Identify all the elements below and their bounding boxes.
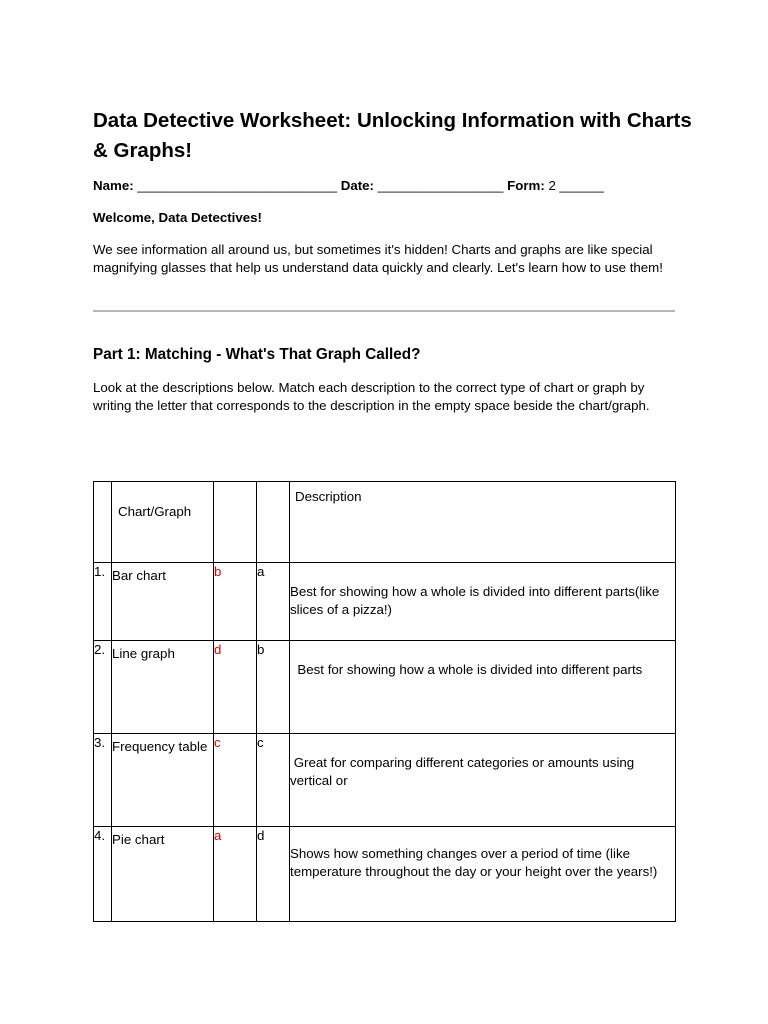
header-description: Description <box>290 482 676 563</box>
table-row <box>94 641 676 734</box>
header-number-cell <box>94 482 112 563</box>
answer-input[interactable]: a <box>214 827 257 922</box>
student-info-line <box>93 177 604 195</box>
date-label: Date: <box>340 178 374 193</box>
chart-name: Line graph <box>112 641 214 734</box>
worksheet-title: Data Detective Worksheet: Unlocking Information with Charts & Graphs! <box>93 109 692 162</box>
description-letter: a <box>257 563 290 641</box>
matching-table <box>93 481 676 922</box>
description-text: Best for showing how a whole is divided into different parts(like slices of a pizza!) <box>290 563 676 641</box>
row-number: 4. <box>94 827 112 922</box>
table-row <box>94 563 676 641</box>
table-header-row <box>94 482 676 563</box>
chart-name: Frequency table <box>112 734 214 827</box>
row-number: 2. <box>94 641 112 734</box>
description-letter: b <box>257 641 290 734</box>
description-text: Best for showing how a whole is divided into different parts <box>290 641 676 734</box>
part1-heading: Part 1: Matching - What's That Graph Called? <box>93 346 421 363</box>
header-letter-cell <box>257 482 290 563</box>
description-text: Great for comparing different categories or amounts using vertical or <box>290 734 676 827</box>
table-row <box>94 734 676 827</box>
answer-input[interactable]: b <box>214 563 257 641</box>
answer-input[interactable]: c <box>214 734 257 827</box>
row-number: 3. <box>94 734 112 827</box>
description-letter: c <box>257 734 290 827</box>
header-answer-cell <box>214 482 257 563</box>
name-blank: ___________________________ <box>133 178 341 193</box>
row-number: 1. <box>94 563 112 641</box>
section-divider <box>93 310 675 312</box>
table-row <box>94 827 676 922</box>
answer-input[interactable]: d <box>214 641 257 734</box>
chart-name: Pie chart <box>112 827 214 922</box>
form-label: Form: <box>507 178 545 193</box>
description-text: Shows how something changes over a period of time (like temperature throughout the day or your height over the years!) <box>290 827 676 922</box>
description-letter: d <box>257 827 290 922</box>
intro-paragraph: We see information all around us, but sometimes it's hidden! Charts and graphs are like special magnifying glasses that help us understand data quickly and clearly. Let's learn how to use them! <box>93 242 663 275</box>
name-label: Name: <box>93 178 134 193</box>
header-chart-graph: Chart/Graph <box>112 482 214 563</box>
part1-instructions: Look at the descriptions below. Match each description to the correct type of chart or graph by writing the letter that corresponds to the description in the empty space beside the chart/graph. <box>93 380 650 413</box>
chart-name: Bar chart <box>112 563 214 641</box>
welcome-heading: Welcome, Data Detectives! <box>93 210 262 225</box>
date-blank: _________________ <box>373 178 508 193</box>
form-value: 2 ______ <box>544 178 604 193</box>
